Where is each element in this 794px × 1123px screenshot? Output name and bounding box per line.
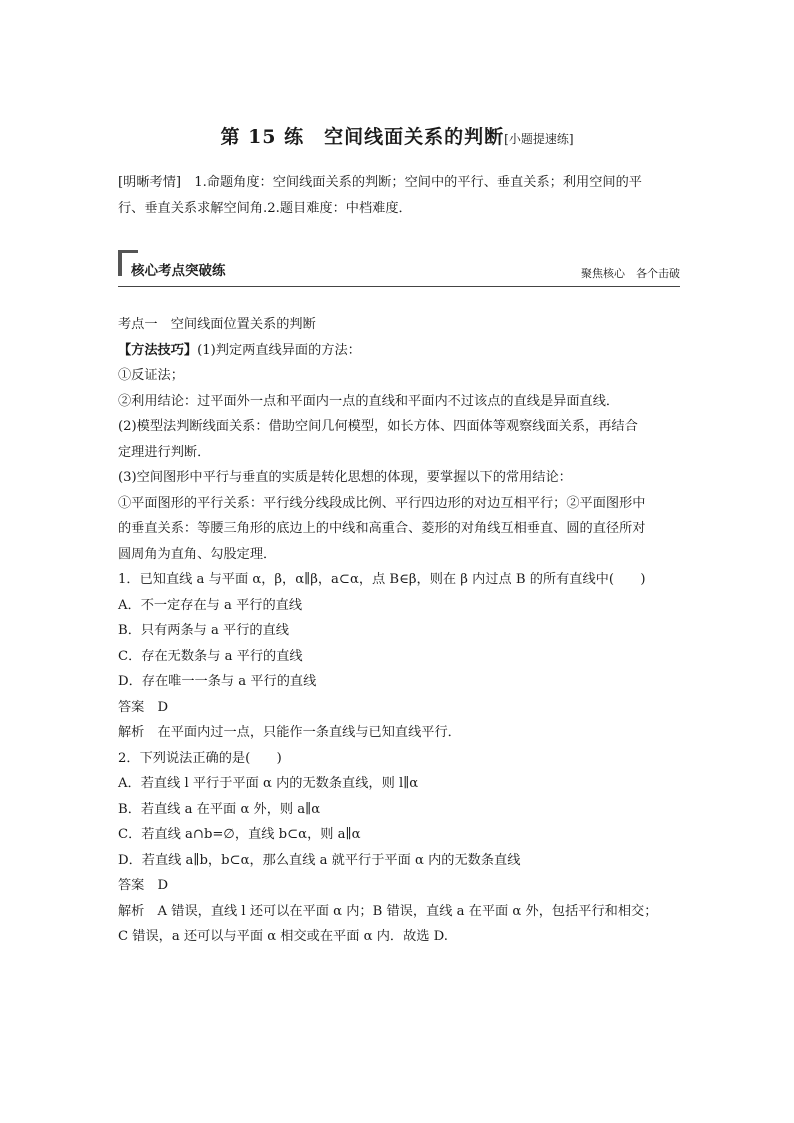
explanation-2: C 错误，a 还可以与平面 α 相交或在平面 α 内．故选 D. bbox=[118, 929, 448, 944]
option-c: C．若直线 a∩b=∅，直线 b⊂α，则 a∥α bbox=[118, 827, 361, 842]
method-line bbox=[118, 338, 680, 364]
section-corner-mark bbox=[118, 250, 138, 253]
method-label: 【方法技巧】 bbox=[118, 342, 198, 358]
option-a: A．不一定存在与 a 平行的直线 bbox=[118, 597, 303, 613]
method-item: 圆周角为直角、勾股定理． bbox=[118, 546, 277, 562]
method-item: (3)空间图形中平行与垂直的实质是转化思想的体现，要掌握以下的常用结论： bbox=[118, 470, 572, 485]
section-header bbox=[118, 250, 680, 287]
method-item: ①反证法； bbox=[118, 368, 184, 383]
section-subtitle: 聚焦核心 各个击破 bbox=[581, 267, 680, 280]
option-a: A．若直线 l 平行于平面 α 内的无数条直线，则 l∥α bbox=[118, 776, 419, 791]
title-main: 第 15 练 空间线面关系的判断 bbox=[220, 126, 505, 148]
method-text: (1)判定两直线异面的方法： bbox=[197, 342, 361, 358]
option-b: B．若直线 a 在平面 α 外，则 a∥α bbox=[118, 801, 321, 817]
method-item: (2)模型法判断线面关系：借助空间几何模型，如长方体、四面体等观察线面关系，再结合 bbox=[118, 419, 638, 434]
section-divider bbox=[118, 286, 680, 287]
method-item: ①平面图形的平行关系：平行线分线段成比例、平行四边形的对边互相平行；②平面图形中 bbox=[118, 495, 646, 511]
question-2: 2．下列说法正确的是( ) bbox=[118, 750, 282, 766]
intro-paragraph bbox=[118, 170, 680, 221]
section-corner-mark bbox=[118, 250, 122, 276]
option-d: D．存在唯一一条与 a 平行的直线 bbox=[118, 674, 317, 689]
explanation-1: 解析 在平面内过一点，只能作一条直线与已知直线平行． bbox=[118, 725, 461, 740]
method-item: 的垂直关系：等腰三角形的底边上的中线和高重合、菱形的对角线互相垂直、圆的直径所对 bbox=[118, 521, 646, 536]
intro-line: [明晰考情] 1.命题角度：空间线面关系的判断；空间中的平行、垂直关系；利用空间的平 bbox=[118, 175, 642, 190]
intro-line: 行、垂直关系求解空间角.2.题目难度：中档难度． bbox=[118, 200, 412, 216]
answer-1: 答案 D bbox=[118, 699, 169, 715]
title-tag: [小题提速练] bbox=[504, 132, 574, 146]
option-d: D．若直线 a∥b，b⊂α，那么直线 a 就平行于平面 α 内的无数条直线 bbox=[118, 852, 521, 868]
page-title bbox=[0, 122, 794, 149]
topic-heading: 考点一 空间线面位置关系的判断 bbox=[118, 317, 316, 332]
section-title: 核心考点突破练 bbox=[131, 263, 226, 279]
method-item: ②利用结论：过平面外一点和平面内一点的直线和平面内不过该点的直线是异面直线． bbox=[118, 393, 620, 409]
explanation-2: 解析 A 错误，直线 l 还可以在平面 α 内；B 错误，直线 a 在平面 α 外，包括平行和相交； bbox=[118, 903, 658, 919]
method-item: 定理进行判断． bbox=[118, 444, 211, 460]
option-b: B．只有两条与 a 平行的直线 bbox=[118, 623, 289, 638]
option-c: C．存在无数条与 a 平行的直线 bbox=[118, 648, 303, 664]
question-1: 1．已知直线 a 与平面 α，β，α∥β，a⊂α，点 B∈β，则在 β 内过点 B 的所有直线中( ) bbox=[118, 572, 646, 587]
main-content bbox=[118, 312, 680, 950]
answer-2: 答案 D bbox=[118, 878, 169, 893]
